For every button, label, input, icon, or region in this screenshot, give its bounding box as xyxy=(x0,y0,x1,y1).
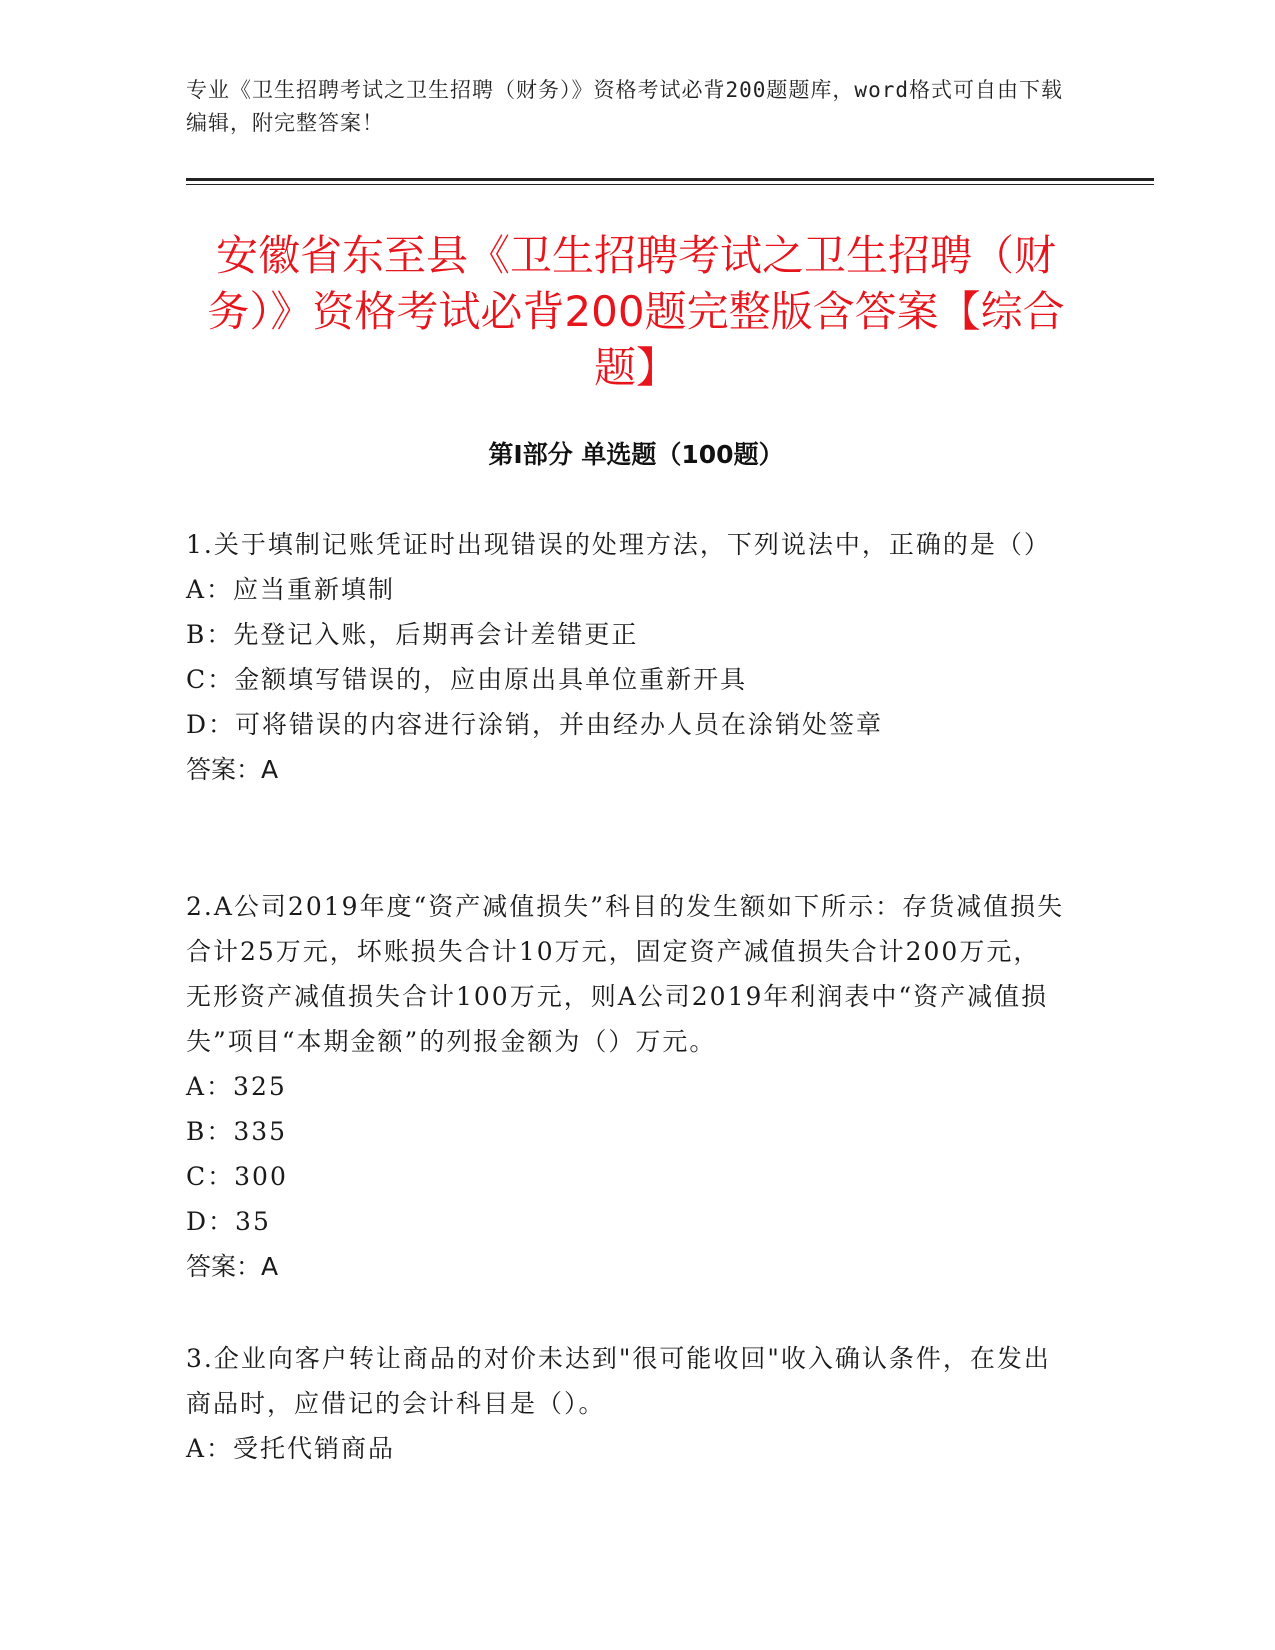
option-d: D：可将错误的内容进行涂销，并由经办人员在涂销处签章 xyxy=(186,710,884,739)
document-title: 安徽省东至县《卫生招聘考试之卫生招聘（财务）》资格考试必背200题完整版含答案【综合题】 xyxy=(207,231,1065,392)
header-note: 专业《卫生招聘考试之卫生招聘（财务）》资格考试必背200题题库，word格式可自由下载编辑，附完整答案！ xyxy=(186,78,1063,135)
header-divider-thin xyxy=(186,184,1154,185)
header-divider xyxy=(186,178,1154,181)
option-d: D：35 xyxy=(186,1207,271,1236)
answer: 答案：A xyxy=(186,1252,279,1281)
question-stem: 2.A公司2019年度“资产减值损失”科目的发生额如下所示：存货减值损失合计25万元，坏账损失合计10万元，固定资产减值损失合计200万元，无形资产减值损失合计100万元，则A公司2019年利润表中“资产减值损失”项目“本期金额”的列报金额为（）万元。 xyxy=(186,892,1065,1056)
option-c: C：300 xyxy=(186,1162,288,1191)
option-a: A：325 xyxy=(186,1072,287,1101)
question-2 xyxy=(186,884,1066,1289)
question-stem: 3.企业向客户转让商品的对价未达到"很可能收回"收入确认条件，在发出商品时，应借记的会计科目是（）。 xyxy=(186,1344,1051,1418)
option-a: A：受托代销商品 xyxy=(186,1434,396,1463)
option-c: C：金额填写错误的，应由原出具单位重新开具 xyxy=(186,665,748,694)
question-1 xyxy=(186,522,1066,792)
option-a: A：应当重新填制 xyxy=(186,575,396,604)
question-stem: 1.关于填制记账凭证时出现错误的处理方法，下列说法中，正确的是（） xyxy=(186,530,1051,559)
section-title: 第Ⅰ部分 单选题（100题） xyxy=(488,440,784,469)
answer: 答案：A xyxy=(186,755,279,784)
question-3 xyxy=(186,1336,1066,1471)
option-b: B：先登记入账，后期再会计差错更正 xyxy=(186,620,639,649)
option-b: B：335 xyxy=(186,1117,288,1146)
